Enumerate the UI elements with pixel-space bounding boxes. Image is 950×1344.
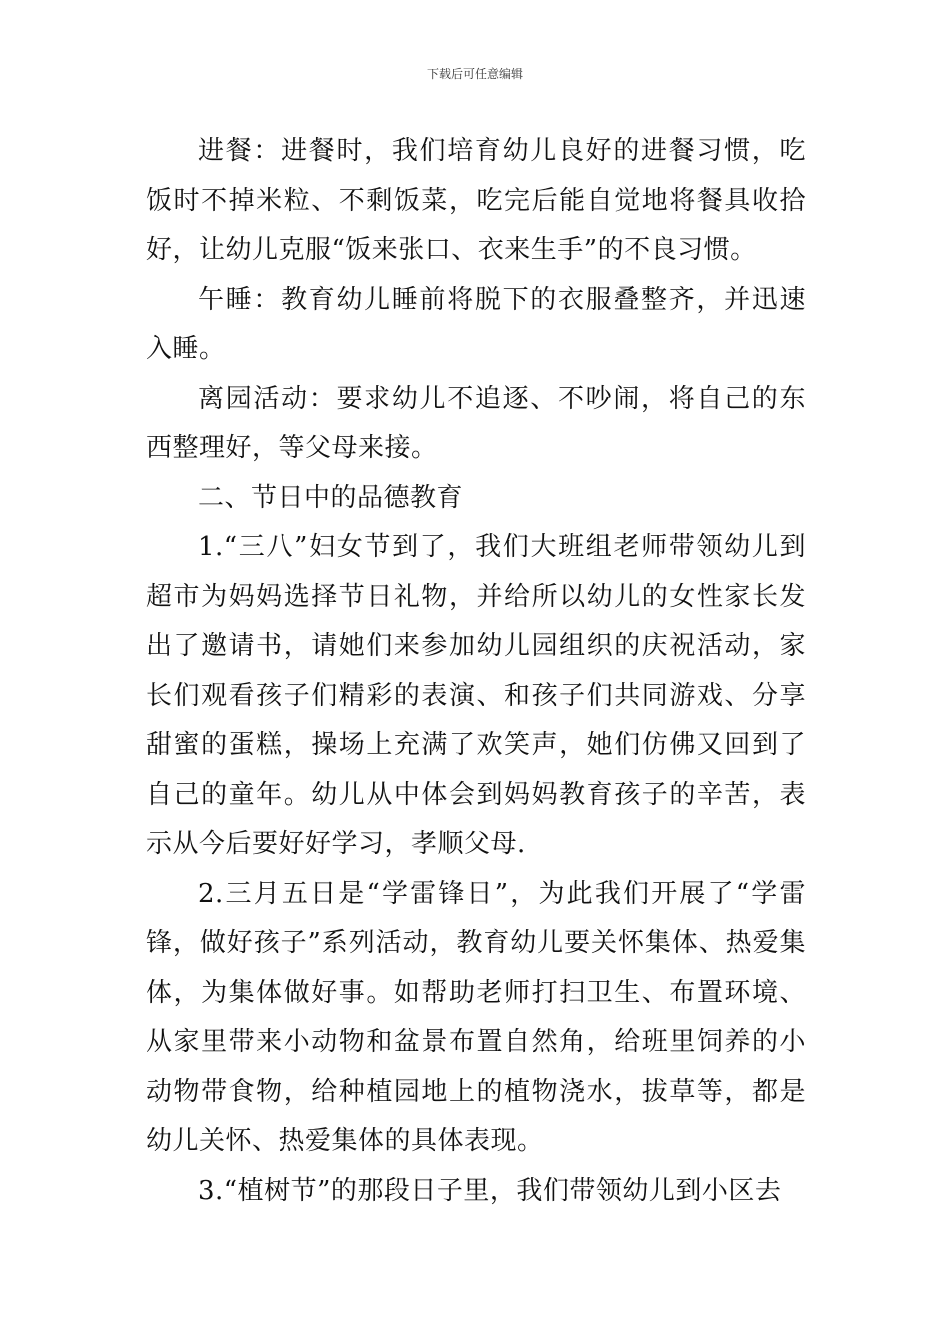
- paragraph-arbor-day: 3.“植树节”的那段日子里，我们带领幼儿到小区去: [198, 1175, 782, 1206]
- paragraph-meals: 进餐：进餐时，我们培育幼儿良好的进餐习惯，吃饭时不掉米粒、不剩饭菜，吃完后能自觉地将餐具收拾好，让幼儿克服“饭来张口、衣来生手”的不良习惯。: [146, 136, 806, 265]
- section-heading-holiday-education: 二、节日中的品德教育: [198, 482, 464, 513]
- paragraph-departure: 离园活动：要求幼儿不追逐、不吵闹，将自己的东西整理好，等父母来接。: [146, 383, 806, 463]
- paragraph-lei-feng-day: 2.三月五日是“学雷锋日”，为此我们开展了“学雷锋，做好孩子”系列活动，教育幼儿要关怀集体、热爱集体，为集体做好事。如帮助老师打扫卫生、布置环境、从家里带来小动物和盆景布置自然角，给班里饲养的小动物带食物，给种植园地上的植物浇水，拔草等，都是幼儿关怀、热爱集体的具体表现。: [146, 878, 806, 1156]
- paragraph-nap: 午睡：教育幼儿睡前将脱下的衣服叠整齐，并迅速入睡。: [146, 284, 806, 364]
- paragraph-womens-day: 1.“三八”妇女节到了，我们大班组老师带领幼儿到超市为妈妈选择节日礼物，并给所以幼儿的女性家长发出了邀请书，请她们来参加幼儿园组织的庆祝活动，家长们观看孩子们精彩的表演、和孩子们共同游戏、分享甜蜜的蛋糕，操场上充满了欢笑声，她们仿佛又回到了自己的童年。幼儿从中体会到妈妈教育孩子的辛苦，表示从今后要好好学习，孝顺父母.: [146, 532, 806, 859]
- page-header-note: 下载后可任意编辑: [426, 67, 523, 81]
- document-body: [146, 127, 806, 1216]
